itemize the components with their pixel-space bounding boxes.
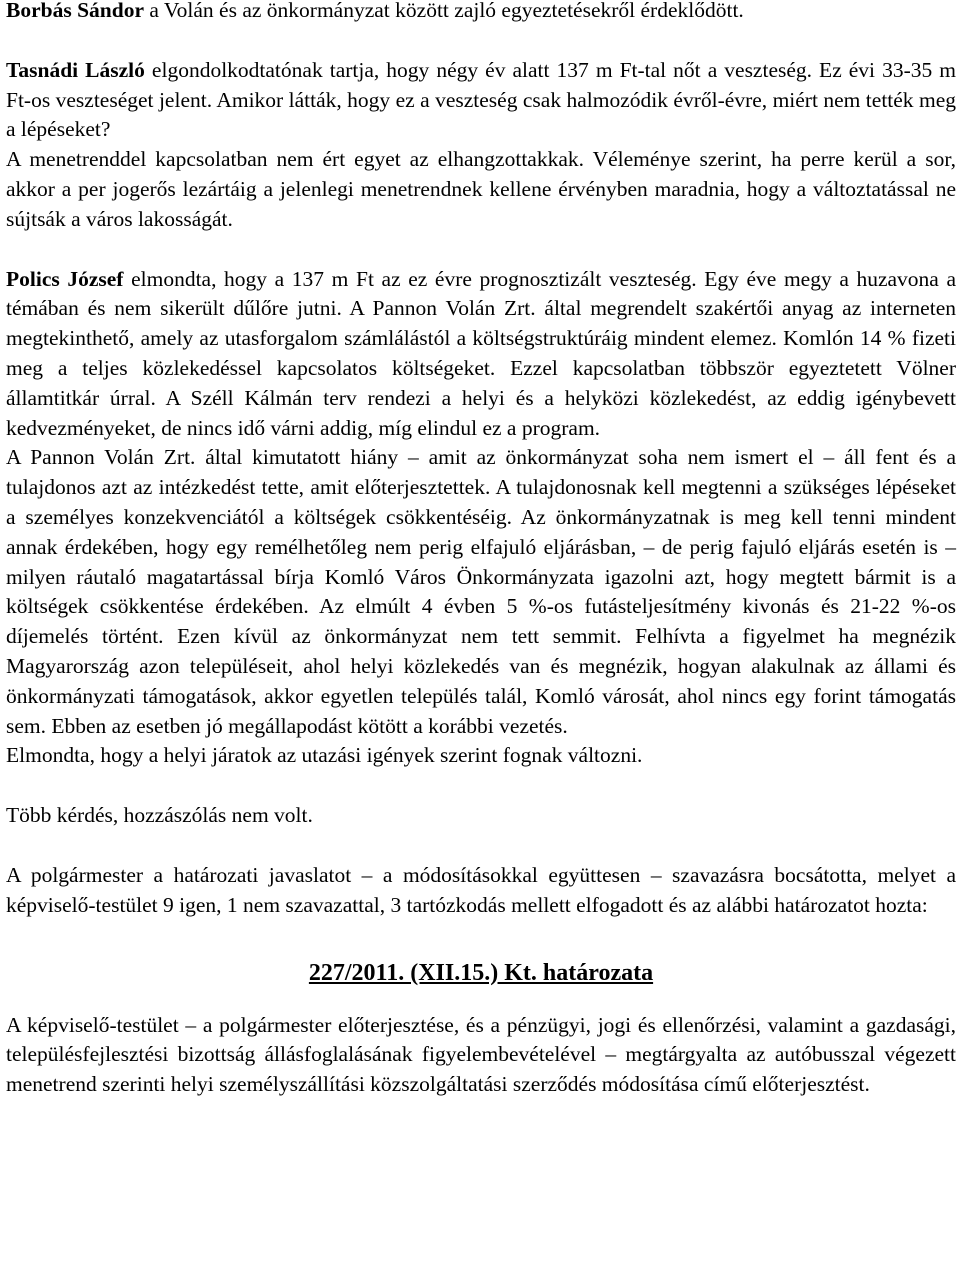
- spacer: [6, 26, 956, 56]
- paragraph-text: A képviselő-testület – a polgármester előterjesztése, és a pénzügyi, jogi és ellenőrzési, valamint a gazdasági, településfejlesztési bizottság állásfoglalásának figyelembevételével – megtárgyalta az autóbusszal végezett menetrend szerinti helyi személyszállítási közszolgáltatási szerződés módosítása című előterjesztést.: [6, 1012, 956, 1097]
- paragraph-text: elmondta, hogy a 137 m Ft az ez évre prognosztizált veszteség. Egy éve megy a huzavona a témában és nem sikerült dűlőre jutni. A Pannon Volán Zrt. által megrendelt szakértői anyag az interneten megtekinthető, amely az utasforgalom számlálástól a költségstruktúráig mindent elemez. Komlón 14 % fizeti meg a teljes közlekedéssel kapcsolatos költségeket. Ezzel kapcsolatban többször egyeztetett Völner államtitkár úrral. A Széll Kálmán terv rendezi a helyi és a helyközi közlekedést, az eddig igénybevett kedvezményeket, de nincs idő várni addig, míg elindul ez a program.: [6, 266, 956, 440]
- speaker-name: Tasnádi László: [6, 57, 145, 82]
- speaker-name: Polics József: [6, 266, 124, 291]
- paragraph-polics: [6, 265, 956, 444]
- spacer: [6, 989, 956, 1011]
- paragraph-vote: [6, 861, 956, 921]
- paragraph-text: elgondolkodtatónak tartja, hogy négy év alatt 137 m Ft-tal nőt a veszteség. Ez évi 33-35 m Ft-os veszteséget jelent. Amikor látták, hogy ez a veszteség csak halmozódik évről-évre, miért nem tették meg a lépéseket?: [6, 57, 956, 142]
- spacer: [6, 921, 956, 957]
- paragraph-text: Több kérdés, hozzászólás nem volt.: [6, 803, 313, 828]
- paragraph-tasnadi-2: [6, 145, 956, 234]
- paragraph-text: A Pannon Volán Zrt. által kimutatott hiány – amit az önkormányzat soha nem ismert el – áll fent és a tulajdonos azt az intézkedést tette, amit előterjesztettek. A tulajdonosnak kell megtenni a szükséges lépéseket a személyes konzekvenciától a költségek csökkentéséig. Az önkormányzatnak is meg kell tenni mindent annak érdekében, hogy egy remélhetőleg nem perig elfajuló eljárásban, – de perig fajuló eljárás esetén is – milyen ráutaló magatartással bírja Komló Város Önkormányzata igazolni azt, hogy megtett bármit is a költségek csökkentése érdekében. Az elmúlt 4 évben 5 %-os futásteljesítmény kivonás és 21-22 %-os díjemelés történt. Ezen kívül az önkormányzat nem tett semmit. Felhívta a figyelmet ha megnézik Magyarország azon településeit, ahol helyi közlekedés van és megnézik, hogyan alakulnak az állami és önkormányzati támogatások, akkor egyetlen település talál, Komló városát, ahol nincs egy forint támogatás sem. Ebben az esetben jó megállapodást kötött a korábbi vezetés.: [6, 445, 956, 738]
- speaker-name: Borbás Sándor: [6, 0, 144, 22]
- paragraph-text: A polgármester a határozati javaslatot – a módosításokkal együttesen – szavazásra bocsátotta, melyet a képviselő-testület 9 igen, 1 nem szavazattal, 3 tartózkodás mellett elfogadott és az alábbi határozatot hozta:: [6, 862, 956, 917]
- paragraph-no-more: [6, 801, 956, 831]
- paragraph-polics-2: [6, 443, 956, 741]
- paragraph-tasnadi: [6, 56, 956, 145]
- paragraph-borbas: [6, 0, 956, 26]
- spacer: [6, 771, 956, 801]
- paragraph-text: Elmondta, hogy a helyi járatok az utazási igények szerint fognak változni.: [6, 743, 643, 768]
- paragraph-resolution: [6, 1011, 956, 1100]
- document-page: [6, 0, 956, 1100]
- spacer: [6, 235, 956, 265]
- paragraph-polics-3: [6, 741, 956, 771]
- paragraph-text: a Volán és az önkormányzat között zajló egyeztetésekről érdeklődött.: [144, 0, 744, 22]
- paragraph-text: A menetrenddel kapcsolatban nem ért egyet az elhangzottakkak. Véleménye szerint, ha perre kerül a sor, akkor a per jogerős lezártáig a jelenlegi menetrendnek kellene érvényben maradnia, hogy a változtatással ne sújtsák a város lakosságát.: [6, 147, 956, 231]
- resolution-title: 227/2011. (XII.15.) Kt. határozata: [308, 959, 654, 986]
- spacer: [6, 831, 956, 861]
